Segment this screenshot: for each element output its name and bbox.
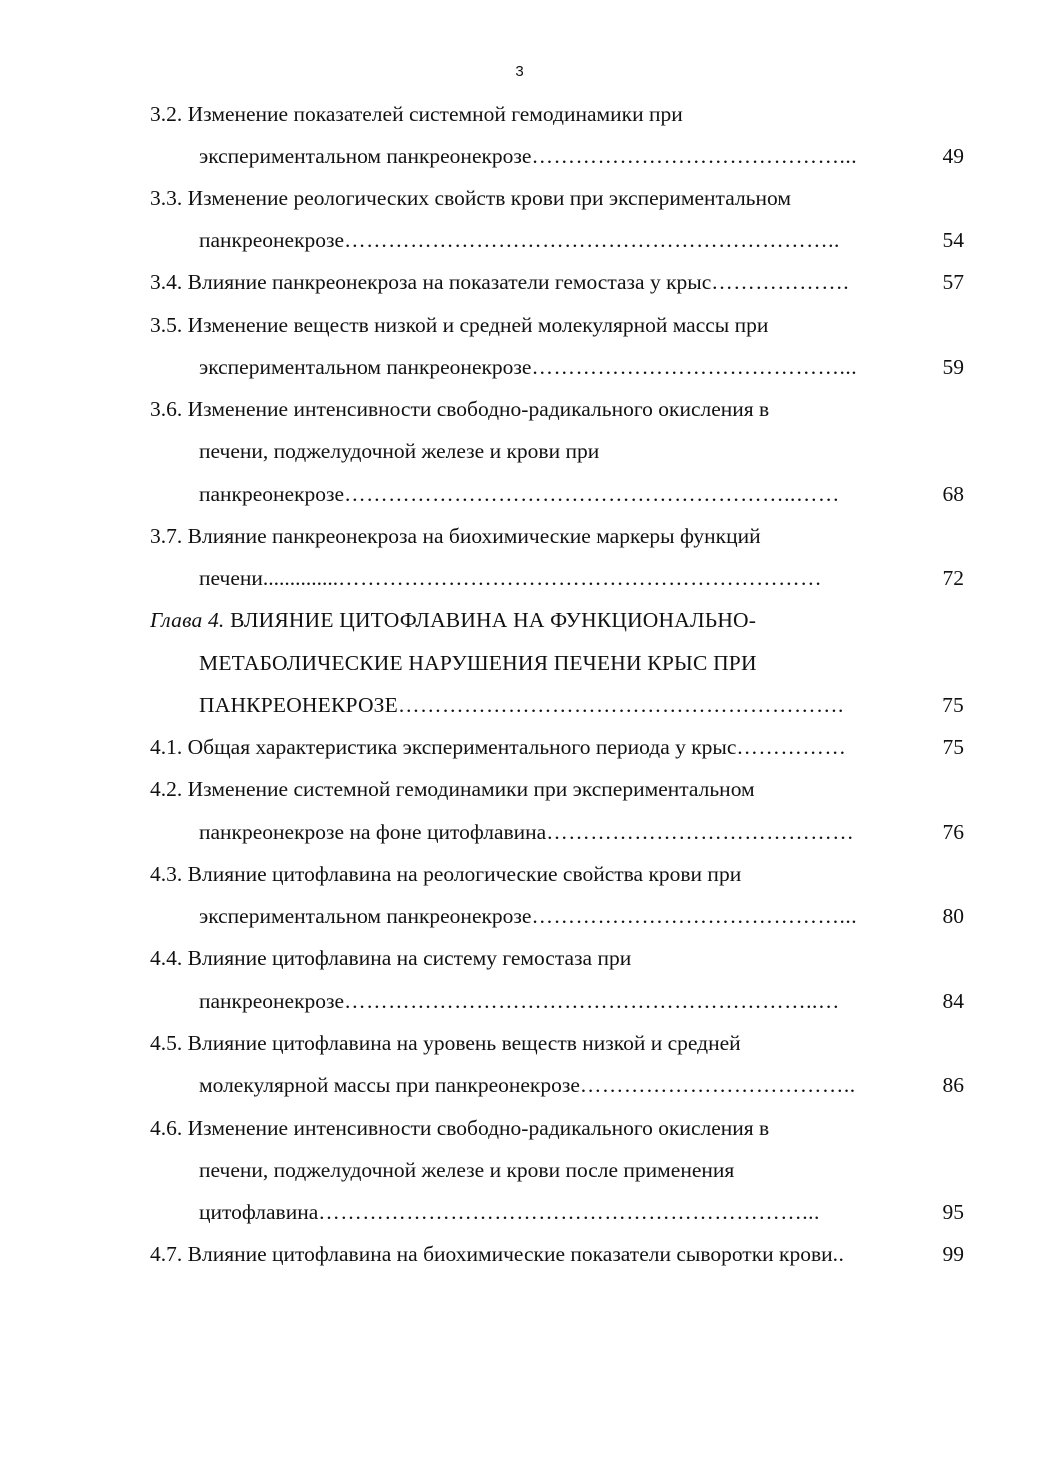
toc-entry-text: панкреонекрозе на фоне цитофлавина [199, 820, 547, 844]
toc-entry-4-3-line-1: 4.3. Влияние цитофлавина на реологические свойства крови при [150, 862, 742, 886]
toc-chapter-4-line-1 [150, 606, 756, 634]
toc-entry-text: панкреонекрозе [199, 482, 345, 506]
chapter-label: Глава 4. [150, 608, 225, 632]
toc-page-number: 59 [942, 355, 964, 379]
toc-page-number: 54 [942, 228, 964, 252]
toc-entry-4-4-line-2 [199, 987, 964, 1015]
toc-chapter-4-line-3 [199, 691, 964, 719]
toc-page-number: 95 [942, 1200, 964, 1224]
dot-leader: ………………………………………………………..… [344, 989, 840, 1013]
toc-entry-4-5-line-1: 4.5. Влияние цитофлавина на уровень веществ низкой и средней [150, 1031, 741, 1055]
toc-entry-4-4-line-1: 4.4. Влияние цитофлавина на систему гемостаза при [150, 946, 632, 970]
toc-entry-4-2-line-2 [199, 818, 964, 846]
toc-entry-3-6-line-1: 3.6. Изменение интенсивности свободно-радикального окисления в [150, 397, 770, 421]
toc-page-number: 75 [942, 693, 964, 717]
toc-entry-text: панкреонекрозе [199, 989, 345, 1013]
dot-leader: ……………………………………... [531, 144, 858, 168]
dot-leader: ……………………………………………………. [398, 693, 844, 717]
toc-page-number: 84 [942, 989, 964, 1013]
toc-chapter-4-line-2: МЕТАБОЛИЧЕСКИЕ НАРУШЕНИЯ ПЕЧЕНИ КРЫС ПРИ [199, 651, 757, 675]
toc-page-number: 49 [942, 144, 964, 168]
toc-entry-text: экспериментальном панкреонекрозе [199, 904, 532, 928]
page-number: 3 [515, 63, 524, 80]
toc-entry-4-6-line-1: 4.6. Изменение интенсивности свободно-радикального окисления в [150, 1116, 770, 1140]
toc-page-number: 86 [942, 1073, 964, 1097]
toc-entry-4-1 [150, 733, 964, 761]
toc-entry-3-2-line-2 [199, 142, 964, 170]
dot-leader: ………………………………………………………… [338, 566, 823, 590]
toc-page-number: 80 [942, 904, 964, 928]
toc-entry-4-6-line-2: печени, поджелудочной железе и крови после применения [199, 1158, 735, 1182]
dot-leader: …………… [736, 735, 847, 759]
toc-entry-3-6-line-3 [199, 480, 964, 508]
dot-leader: ……………………………….. [579, 1073, 856, 1097]
toc-page-number: 68 [942, 482, 964, 506]
toc-entry-3-6-line-2: печени, поджелудочной железе и крови при [199, 439, 600, 463]
toc-entry-4-2-line-1: 4.2. Изменение системной гемодинамики при экспериментальном [150, 777, 755, 801]
dot-leader: ………………………………………………………….. [344, 228, 840, 252]
dot-leader: …………………………………… [546, 820, 855, 844]
toc-entry-text: экспериментальном панкреонекрозе [199, 144, 532, 168]
dot-leader: ……………………………………... [531, 904, 858, 928]
dot-leader: ……………………………………... [531, 355, 858, 379]
toc-entry-text: экспериментальном панкреонекрозе [199, 355, 532, 379]
toc-entry-text: печени.............. [199, 566, 339, 590]
toc-entry-text: 4.1. Общая характеристика экспериментального периода у крыс [150, 735, 737, 759]
toc-entry-4-7 [150, 1240, 964, 1268]
toc-entry-text: 3.4. Влияние панкреонекроза на показатели гемостаза у крыс [150, 270, 712, 294]
toc-entry-4-5-line-2 [199, 1071, 964, 1099]
toc-entry-3-5-line-1: 3.5. Изменение веществ низкой и средней молекулярной массы при [150, 313, 769, 337]
dot-leader: .. [832, 1242, 845, 1266]
toc-page-number: 76 [942, 820, 964, 844]
toc-entry-3-3-line-1: 3.3. Изменение реологических свойств крови при экспериментальном [150, 186, 791, 210]
toc-page-number: 57 [942, 270, 964, 294]
toc-entry-text: панкреонекрозе [199, 228, 345, 252]
toc-entry-3-4 [150, 268, 964, 296]
toc-entry-3-3-line-2 [199, 226, 964, 254]
dot-leader: …………………………………………………………... [318, 1200, 820, 1224]
toc-entry-text: цитофлавина [199, 1200, 319, 1224]
dot-leader: ………………. [711, 270, 850, 294]
toc-entry-3-2-line-1: 3.2. Изменение показателей системной гемодинамики при [150, 102, 683, 126]
toc-entry-4-6-line-3 [199, 1198, 964, 1226]
toc-entry-text: ПАНКРЕОНЕКРОЗЕ [199, 693, 398, 717]
toc-entry-4-3-line-2 [199, 902, 964, 930]
toc-entry-text: молекулярной массы при панкреонекрозе [199, 1073, 580, 1097]
dot-leader: ……………………………………………………..…… [344, 482, 840, 506]
toc-entry-3-7-line-2 [199, 564, 964, 592]
toc-page-number: 99 [942, 1242, 964, 1266]
chapter-title: ВЛИЯНИЕ ЦИТОФЛАВИНА НА ФУНКЦИОНАЛЬНО- [230, 608, 757, 632]
toc-entry-3-7-line-1: 3.7. Влияние панкреонекроза на биохимические маркеры функций [150, 524, 761, 548]
toc-page-number: 72 [942, 566, 964, 590]
toc-entry-text: 4.7. Влияние цитофлавина на биохимические показатели сыворотки крови [150, 1242, 833, 1266]
toc-entry-3-5-line-2 [199, 353, 964, 381]
toc-page-number: 75 [942, 735, 964, 759]
